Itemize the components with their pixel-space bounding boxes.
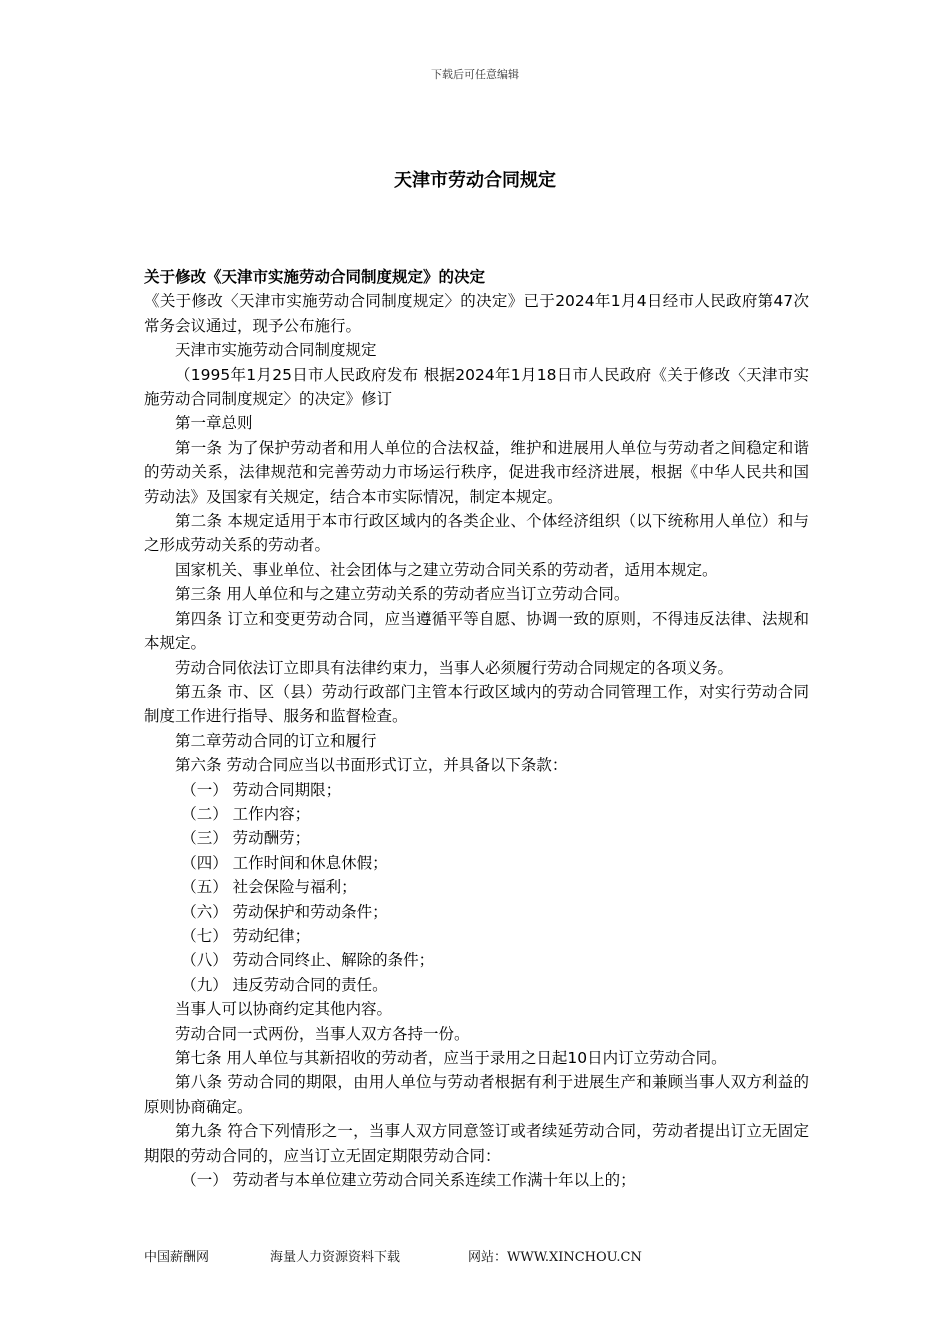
paragraph: （1995年1月25日市人民政府发布 根据2024年1月18日市人民政府《关于修改〈天津市实施劳动合同制度规定〉的决定》修订: [144, 365, 809, 409]
clause-item: （一） 劳动合同期限；: [181, 780, 342, 799]
clause-item: （六） 劳动保护和劳动条件；: [181, 902, 388, 921]
paragraph: 劳动合同依法订立即具有法律约束力，当事人必须履行劳动合同规定的各项义务。: [175, 658, 734, 677]
paragraph: 劳动合同一式两份，当事人双方各持一份。: [175, 1024, 470, 1043]
article: 第七条 用人单位与其新招收的劳动者，应当于录用之日起10日内订立劳动合同。: [175, 1049, 727, 1067]
article: 第二条 本规定适用于本市行政区域内的各类企业、个体经济组织（以下统称用人单位）和与之形成劳动关系的劳动者。: [144, 512, 809, 555]
clause-item: （三） 劳动酬劳；: [181, 829, 311, 848]
chapter-heading: 第二章劳动合同的订立和履行: [175, 731, 377, 750]
footer-site-name: 中国薪酬网: [144, 1250, 210, 1265]
article: 第六条 劳动合同应当以书面形式订立，并具备以下条款：: [175, 756, 568, 775]
clause-item: （九） 违反劳动合同的责任。: [181, 975, 388, 994]
clause-item: （五） 社会保险与福利；: [181, 878, 357, 897]
clause-item: （四） 工作时间和休息休假；: [181, 853, 388, 872]
decision-heading: 关于修改《天津市实施劳动合同制度规定》的决定: [144, 268, 486, 286]
article: 第一条 为了保护劳动者和用人单位的合法权益，维护和进展用人单位与劳动者之间稳定和谐的劳动关系，法律规范和完善劳动力市场运行秩序，促进我市经济进展，根据《中华人民共和国劳动法》及国家有关规定，结合本市实际情况，制定本规定。: [144, 438, 809, 506]
regulation-name: 天津市实施劳动合同制度规定: [175, 341, 377, 360]
paragraph: 当事人可以协商约定其他内容。: [175, 1000, 393, 1019]
page-header-note: 下载后可任意编辑: [431, 68, 519, 81]
footer-website-link[interactable]: 网站：WWW.XINCHOU.CN: [468, 1250, 642, 1265]
article: 第五条 市、区（县）劳动行政部门主管本行政区域内的劳动合同管理工作，对实行劳动合同制度工作进行指导、服务和监督检查。: [144, 682, 809, 726]
article: 第九条 符合下列情形之一，当事人双方同意签订或者续延劳动合同，劳动者提出订立无固定期限的劳动合同的，应当订立无固定期限劳动合同：: [144, 1122, 809, 1165]
clause-item: （八） 劳动合同终止、解除的条件；: [181, 951, 435, 970]
clause-item: （一） 劳动者与本单位建立劳动合同关系连续工作满十年以上的；: [181, 1171, 636, 1190]
clause-item: （七） 劳动纪律；: [181, 926, 311, 945]
clause-item: （二） 工作内容；: [181, 804, 311, 823]
document-title: 天津市劳动合同规定: [394, 170, 556, 191]
footer-slogan: 海量人力资源资料下载: [270, 1250, 401, 1265]
paragraph: 《关于修改〈天津市实施劳动合同制度规定〉的决定》已于2024年1月4日经市人民政府第47次常务会议通过，现予公布施行。: [144, 292, 809, 335]
paragraph: 国家机关、事业单位、社会团体与之建立劳动合同关系的劳动者，适用本规定。: [175, 560, 718, 579]
article: 第八条 劳动合同的期限，由用人单位与劳动者根据有利于进展生产和兼顾当事人双方利益的原则协商确定。: [144, 1073, 809, 1116]
article: 第四条 订立和变更劳动合同，应当遵循平等自愿、协调一致的原则，不得违反法律、法规和本规定。: [144, 609, 809, 653]
chapter-heading: 第一章总则: [175, 414, 253, 433]
page-footer: [144, 1246, 824, 1265]
article: 第三条 用人单位和与之建立劳动关系的劳动者应当订立劳动合同。: [175, 585, 630, 604]
document-body: [144, 265, 809, 1192]
